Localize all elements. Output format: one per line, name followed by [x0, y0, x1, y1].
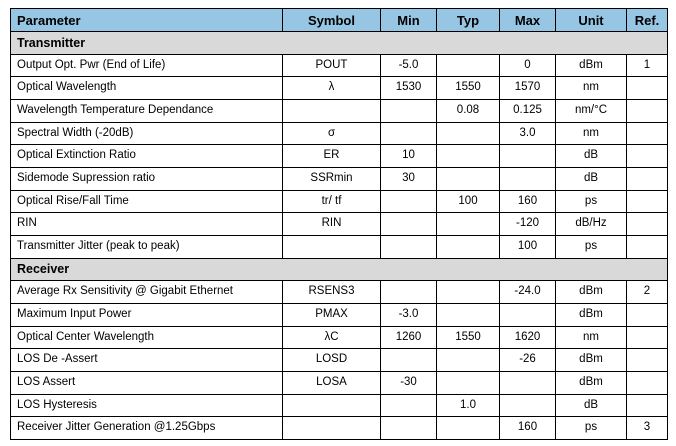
table-row — [11, 235, 668, 258]
parameter-cell: Output Opt. Pwr (End of Life) — [11, 54, 283, 77]
min-cell — [381, 394, 437, 417]
symbol-cell: RSENS3 — [283, 281, 381, 304]
symbol-cell: LOSA — [283, 371, 381, 394]
ref-cell — [627, 145, 668, 168]
unit-cell: dBm — [556, 54, 627, 77]
min-cell: 10 — [381, 145, 437, 168]
typ-cell: 1550 — [437, 77, 500, 100]
min-cell — [381, 235, 437, 258]
min-cell: 1260 — [381, 326, 437, 349]
parameter-cell: Maximum Input Power — [11, 303, 283, 326]
typ-cell — [437, 235, 500, 258]
parameter-cell: Sidemode Supression ratio — [11, 167, 283, 190]
typ-cell: 0.08 — [437, 99, 500, 122]
section-header-receiver — [11, 258, 668, 281]
table-row — [11, 281, 668, 304]
max-cell — [500, 371, 556, 394]
symbol-cell: SSRmin — [283, 167, 381, 190]
max-cell: 0.125 — [500, 99, 556, 122]
min-cell — [381, 349, 437, 372]
max-cell: -26 — [500, 349, 556, 372]
parameter-cell: Optical Center Wavelength — [11, 326, 283, 349]
min-cell — [381, 281, 437, 304]
section-header-transmitter — [11, 32, 668, 55]
max-cell: 160 — [500, 190, 556, 213]
symbol-cell: λ — [283, 77, 381, 100]
parameter-cell: LOS Assert — [11, 371, 283, 394]
unit-cell: dBm — [556, 303, 627, 326]
ref-cell — [627, 303, 668, 326]
parameter-cell: RIN — [11, 213, 283, 236]
typ-cell — [437, 54, 500, 77]
max-cell — [500, 167, 556, 190]
table-row — [11, 349, 668, 372]
max-cell: -120 — [500, 213, 556, 236]
max-cell: 3.0 — [500, 122, 556, 145]
typ-cell: 100 — [437, 190, 500, 213]
parameter-cell: Optical Wavelength — [11, 77, 283, 100]
unit-cell: dBm — [556, 371, 627, 394]
min-cell: 30 — [381, 167, 437, 190]
unit-cell: dB/Hz — [556, 213, 627, 236]
typ-cell — [437, 213, 500, 236]
symbol-cell: LOSD — [283, 349, 381, 372]
ref-cell — [627, 394, 668, 417]
table-row — [11, 167, 668, 190]
typ-cell — [437, 122, 500, 145]
typ-cell — [437, 417, 500, 440]
ref-cell — [627, 167, 668, 190]
spec-table-body — [11, 32, 668, 440]
table-row — [11, 77, 668, 100]
symbol-cell — [283, 394, 381, 417]
min-cell: -3.0 — [381, 303, 437, 326]
parameter-cell: LOS De -Assert — [11, 349, 283, 372]
symbol-cell: λC — [283, 326, 381, 349]
ref-cell — [627, 99, 668, 122]
typ-cell: 1550 — [437, 326, 500, 349]
max-cell: 1570 — [500, 77, 556, 100]
parameter-cell: Transmitter Jitter (peak to peak) — [11, 235, 283, 258]
unit-cell: ps — [556, 190, 627, 213]
symbol-cell: PMAX — [283, 303, 381, 326]
min-cell — [381, 417, 437, 440]
typ-cell: 1.0 — [437, 394, 500, 417]
header-typ: Typ — [437, 9, 500, 32]
typ-cell — [437, 303, 500, 326]
unit-cell: nm — [556, 77, 627, 100]
parameter-cell: Wavelength Temperature Dependance — [11, 99, 283, 122]
header-row — [11, 9, 668, 32]
typ-cell — [437, 281, 500, 304]
unit-cell: nm/°C — [556, 99, 627, 122]
symbol-cell — [283, 99, 381, 122]
table-row — [11, 145, 668, 168]
ref-cell — [627, 349, 668, 372]
table-row — [11, 54, 668, 77]
table-row — [11, 394, 668, 417]
min-cell — [381, 213, 437, 236]
ref-cell: 2 — [627, 281, 668, 304]
parameter-cell: Receiver Jitter Generation @1.25Gbps — [11, 417, 283, 440]
symbol-cell: RIN — [283, 213, 381, 236]
ref-cell — [627, 235, 668, 258]
max-cell: -24.0 — [500, 281, 556, 304]
unit-cell: dB — [556, 167, 627, 190]
header-symbol: Symbol — [283, 9, 381, 32]
header-max: Max — [500, 9, 556, 32]
parameter-cell: Average Rx Sensitivity @ Gigabit Ethernet — [11, 281, 283, 304]
ref-cell — [627, 190, 668, 213]
max-cell — [500, 394, 556, 417]
unit-cell: nm — [556, 122, 627, 145]
table-row — [11, 213, 668, 236]
table-row — [11, 122, 668, 145]
typ-cell — [437, 371, 500, 394]
max-cell — [500, 145, 556, 168]
parameter-cell: Optical Extinction Ratio — [11, 145, 283, 168]
max-cell: 1620 — [500, 326, 556, 349]
symbol-cell: ER — [283, 145, 381, 168]
table-row — [11, 99, 668, 122]
ref-cell: 3 — [627, 417, 668, 440]
ref-cell: 1 — [627, 54, 668, 77]
header-unit: Unit — [556, 9, 627, 32]
min-cell — [381, 190, 437, 213]
parameter-cell: LOS Hysteresis — [11, 394, 283, 417]
unit-cell: nm — [556, 326, 627, 349]
symbol-cell: tr/ tf — [283, 190, 381, 213]
header-parameter: Parameter — [11, 9, 283, 32]
unit-cell: dBm — [556, 281, 627, 304]
table-row — [11, 371, 668, 394]
ref-cell — [627, 371, 668, 394]
min-cell: -30 — [381, 371, 437, 394]
header-min: Min — [381, 9, 437, 32]
min-cell — [381, 122, 437, 145]
typ-cell — [437, 167, 500, 190]
symbol-cell: POUT — [283, 54, 381, 77]
unit-cell: ps — [556, 417, 627, 440]
symbol-cell — [283, 417, 381, 440]
ref-cell — [627, 213, 668, 236]
unit-cell: dB — [556, 145, 627, 168]
ref-cell — [627, 122, 668, 145]
symbol-cell: σ — [283, 122, 381, 145]
parameter-cell: Optical Rise/Fall Time — [11, 190, 283, 213]
min-cell: -5.0 — [381, 54, 437, 77]
table-row — [11, 417, 668, 440]
min-cell: 1530 — [381, 77, 437, 100]
table-row — [11, 303, 668, 326]
typ-cell — [437, 349, 500, 372]
typ-cell — [437, 145, 500, 168]
ref-cell — [627, 77, 668, 100]
max-cell: 160 — [500, 417, 556, 440]
min-cell — [381, 99, 437, 122]
table-row — [11, 190, 668, 213]
unit-cell: dBm — [556, 349, 627, 372]
table-row — [11, 326, 668, 349]
section-title: Transmitter — [11, 32, 668, 55]
parameter-cell: Spectral Width (-20dB) — [11, 122, 283, 145]
header-ref: Ref. — [627, 9, 668, 32]
max-cell: 100 — [500, 235, 556, 258]
ref-cell — [627, 326, 668, 349]
max-cell — [500, 303, 556, 326]
unit-cell: dB — [556, 394, 627, 417]
spec-table — [10, 8, 668, 440]
max-cell: 0 — [500, 54, 556, 77]
unit-cell: ps — [556, 235, 627, 258]
symbol-cell — [283, 235, 381, 258]
section-title: Receiver — [11, 258, 668, 281]
